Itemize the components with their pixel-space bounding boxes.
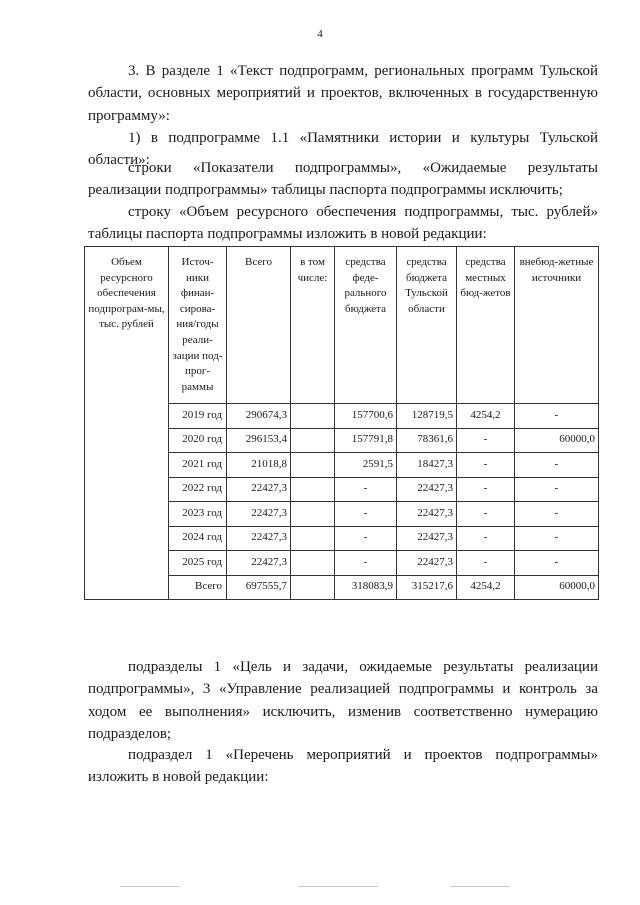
local-cell: - xyxy=(457,502,515,527)
empty-cell xyxy=(291,551,335,576)
local-cell: - xyxy=(457,526,515,551)
column-header: Всего xyxy=(227,247,291,404)
local-cell: 4254,2 xyxy=(457,575,515,600)
text-line: 1) в подпрограмме 1.1 «Памятники истории и культуры Тульской xyxy=(128,130,598,146)
extrabudget-cell: - xyxy=(515,404,599,429)
text-line: области, основных мероприятий и проектов, включенных в государственную xyxy=(88,85,598,102)
paragraph-section-3 xyxy=(88,60,598,127)
column-header: средства бюджета Тульской области xyxy=(397,247,457,404)
year-cell: 2021 год xyxy=(169,453,227,478)
text-line: подразделы 1 «Цель и задачи, ожидаемые результаты реализации xyxy=(128,659,598,675)
text-line: подпрограммы», 3 «Управление реализацией подпрограммы и контроль за xyxy=(88,681,598,698)
total-cell: 22427,3 xyxy=(227,526,291,551)
paragraph-rows-excluded xyxy=(88,157,598,202)
federal-cell: - xyxy=(335,502,397,527)
row-header-cell: Объем ресурсного обеспечения подпрограм-мы, тыс. рублей xyxy=(85,247,169,600)
extrabudget-cell: - xyxy=(515,477,599,502)
column-header: средства местных бюд-жетов xyxy=(457,247,515,404)
budget-table xyxy=(84,246,599,600)
scan-artifact xyxy=(298,886,378,887)
text-line: 3. В разделе 1 «Текст подпрограмм, региональных программ Тульской xyxy=(128,63,598,79)
extrabudget-cell: 60000,0 xyxy=(515,428,599,453)
text-line: ходом ее выполнения» исключить, изменив соответственно нумерацию xyxy=(88,703,598,720)
federal-cell: 318083,9 xyxy=(335,575,397,600)
extrabudget-cell: 60000,0 xyxy=(515,575,599,600)
column-header: в том числе: xyxy=(291,247,335,404)
total-cell: 290674,3 xyxy=(227,404,291,429)
regional-cell: 18427,3 xyxy=(397,453,457,478)
total-cell: 22427,3 xyxy=(227,477,291,502)
empty-cell xyxy=(291,428,335,453)
year-cell: 2025 год xyxy=(169,551,227,576)
regional-cell: 128719,5 xyxy=(397,404,457,429)
total-cell: 22427,3 xyxy=(227,502,291,527)
local-cell: - xyxy=(457,551,515,576)
total-cell: 296153,4 xyxy=(227,428,291,453)
regional-cell: 22427,3 xyxy=(397,502,457,527)
extrabudget-cell: - xyxy=(515,526,599,551)
federal-cell: - xyxy=(335,551,397,576)
paragraph-subsection-new-edition xyxy=(88,744,598,789)
federal-cell: - xyxy=(335,526,397,551)
text-line: таблицы паспорта подпрограммы изложить в новой редакции: xyxy=(88,226,487,243)
paragraph-subsections-excluded xyxy=(88,656,598,746)
year-cell: 2020 год xyxy=(169,428,227,453)
regional-cell: 315217,6 xyxy=(397,575,457,600)
federal-cell: 157700,6 xyxy=(335,404,397,429)
column-header: средства феде-рального бюджета xyxy=(335,247,397,404)
empty-cell xyxy=(291,526,335,551)
total-cell: 697555,7 xyxy=(227,575,291,600)
federal-cell: - xyxy=(335,477,397,502)
text-line: строку «Объем ресурсного обеспечения подпрограммы, тыс. рублей» xyxy=(128,204,598,220)
paragraph-row-new-edition xyxy=(88,201,598,246)
column-header: Источ-ники финан-сирова-ния/годы реали-зации под-прог-раммы xyxy=(169,247,227,404)
year-cell: 2019 год xyxy=(169,404,227,429)
text-line: программу»: xyxy=(88,107,170,124)
scan-artifact xyxy=(120,886,180,887)
extrabudget-cell: - xyxy=(515,551,599,576)
year-cell: 2024 год xyxy=(169,526,227,551)
text-line: подразделов; xyxy=(88,726,172,743)
federal-cell: 2591,5 xyxy=(335,453,397,478)
year-cell: 2022 год xyxy=(169,477,227,502)
local-cell: - xyxy=(457,453,515,478)
extrabudget-cell: - xyxy=(515,453,599,478)
total-cell: 22427,3 xyxy=(227,551,291,576)
text-line: области»: xyxy=(88,152,150,169)
empty-cell xyxy=(291,477,335,502)
text-line: строки «Показатели подпрограммы», «Ожидаемые результаты xyxy=(128,160,598,176)
local-cell: - xyxy=(457,428,515,453)
empty-cell xyxy=(291,404,335,429)
empty-cell xyxy=(291,502,335,527)
federal-cell: 157791,8 xyxy=(335,428,397,453)
text-line: изложить в новой редакции: xyxy=(88,769,269,786)
regional-cell: 22427,3 xyxy=(397,551,457,576)
scan-artifact xyxy=(450,886,510,887)
empty-cell xyxy=(291,575,335,600)
page-number: 4 xyxy=(317,28,323,40)
text-line: реализации подпрограммы» таблицы паспорта подпрограммы исключить; xyxy=(88,182,563,199)
total-label-cell: Всего xyxy=(169,575,227,600)
regional-cell: 22427,3 xyxy=(397,526,457,551)
total-cell: 21018,8 xyxy=(227,453,291,478)
regional-cell: 78361,6 xyxy=(397,428,457,453)
column-header: внебюд-жетные источники xyxy=(515,247,599,404)
regional-cell: 22427,3 xyxy=(397,477,457,502)
extrabudget-cell: - xyxy=(515,502,599,527)
text-line: подраздел 1 «Перечень мероприятий и проектов подпрограммы» xyxy=(128,747,598,763)
empty-cell xyxy=(291,453,335,478)
local-cell: 4254,2 xyxy=(457,404,515,429)
local-cell: - xyxy=(457,477,515,502)
year-cell: 2023 год xyxy=(169,502,227,527)
